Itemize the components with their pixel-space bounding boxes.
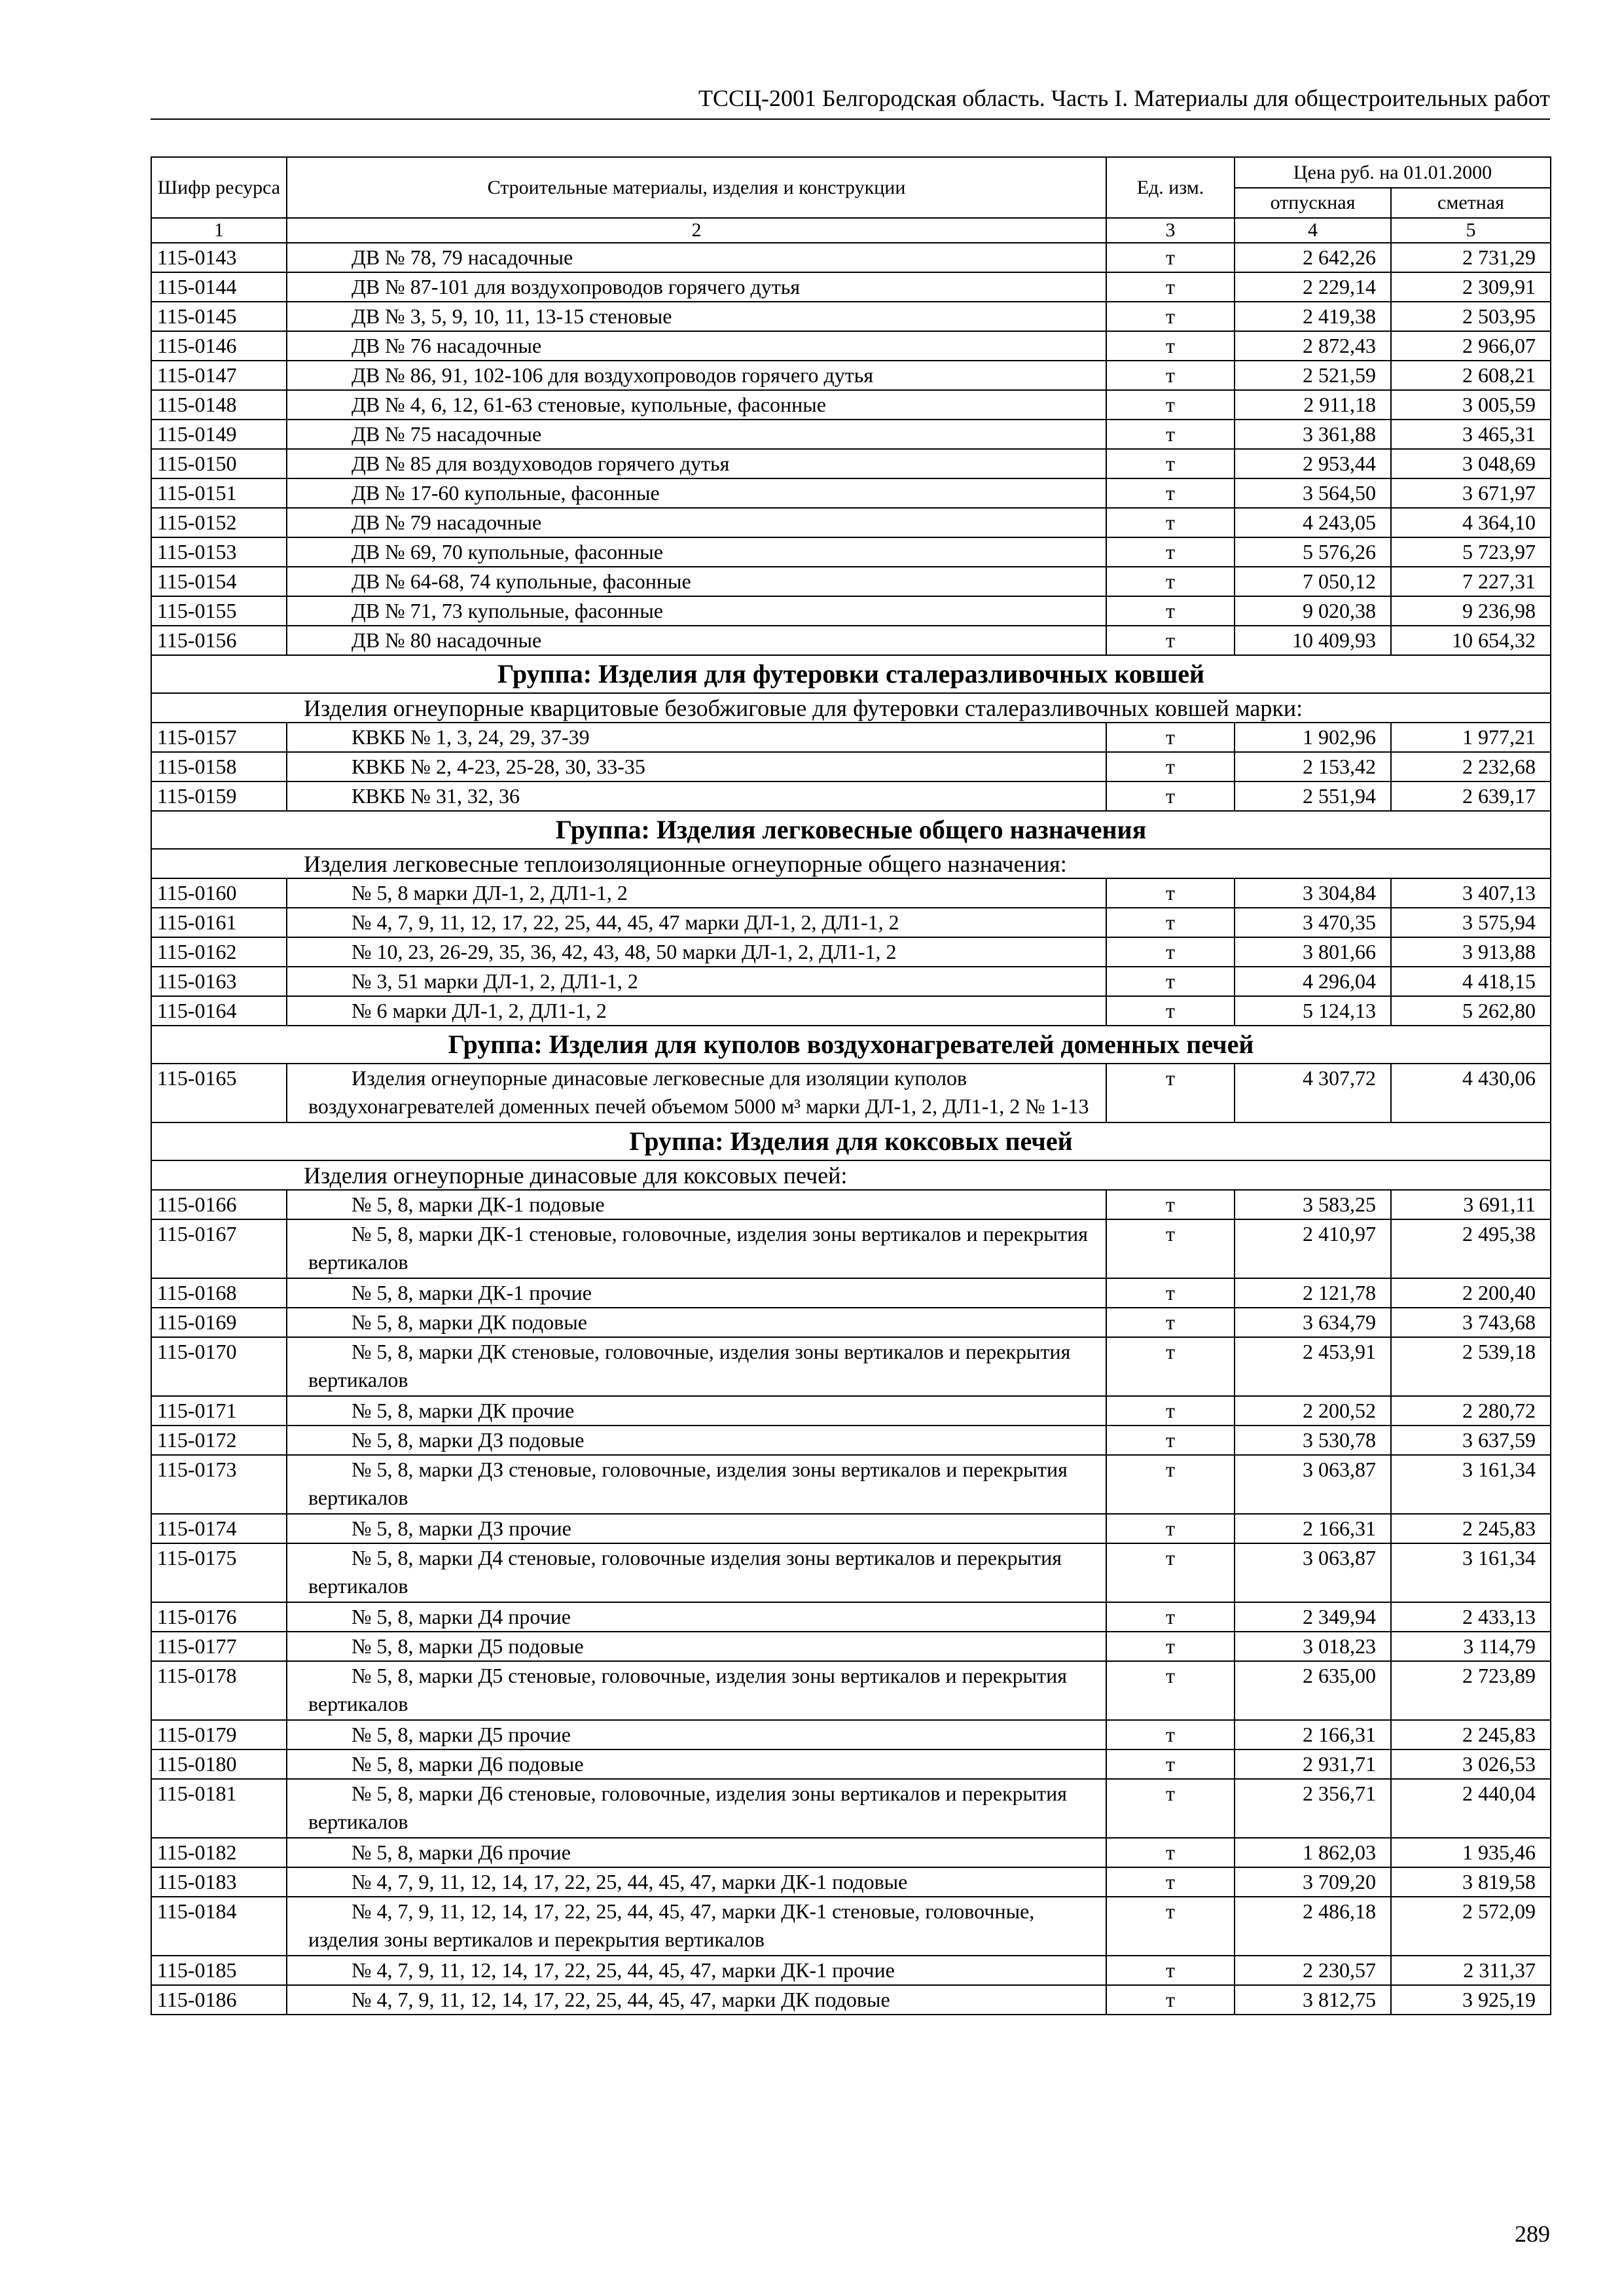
estimate-price: 4 364,10 — [1391, 508, 1551, 537]
unit: т — [1106, 1190, 1235, 1219]
material-name: № 3, 51 марки ДЛ-1, 2, ДЛ1-1, 2 — [287, 967, 1106, 996]
material-name: ДВ № 71, 73 купольные, фасонные — [287, 596, 1106, 626]
subgroup-heading: Изделия огнеупорные кварцитовые безобжиговые для футеровки сталеразливочных ковшей марки: — [151, 693, 1551, 723]
estimate-price: 4 430,06 — [1391, 1064, 1551, 1122]
unit: т — [1106, 537, 1235, 567]
resource-code: 115-0170 — [151, 1337, 287, 1396]
table-row — [151, 878, 1551, 908]
release-price: 2 419,38 — [1235, 302, 1391, 331]
unit: т — [1106, 478, 1235, 508]
resource-code: 115-0176 — [151, 1602, 287, 1632]
release-price: 4 296,04 — [1235, 967, 1391, 996]
table-row — [151, 626, 1551, 655]
unit: т — [1106, 243, 1235, 272]
release-price: 3 304,84 — [1235, 878, 1391, 908]
table-row — [151, 937, 1551, 967]
material-name: № 5, 8, марки ДК-1 стеновые, головочные, изделия зоны вертикалов и перекрытия вертикалов — [287, 1219, 1106, 1278]
resource-code: 115-0174 — [151, 1514, 287, 1543]
release-price: 3 801,66 — [1235, 937, 1391, 967]
material-name: ДВ № 87-101 для воздухопроводов горячего дутья — [287, 272, 1106, 302]
head-num-2: 2 — [287, 218, 1106, 243]
head-num-5: 5 — [1391, 218, 1551, 243]
resource-code: 115-0156 — [151, 626, 287, 655]
unit: т — [1106, 331, 1235, 361]
unit: т — [1106, 996, 1235, 1026]
head-num-4: 4 — [1235, 218, 1391, 243]
table-row — [151, 752, 1551, 781]
table-row — [151, 420, 1551, 449]
resource-code: 115-0143 — [151, 243, 287, 272]
table-row — [151, 1543, 1551, 1602]
estimate-price: 10 654,32 — [1391, 626, 1551, 655]
table-row — [151, 361, 1551, 390]
table-row — [151, 1632, 1551, 1661]
estimate-price: 2 245,83 — [1391, 1514, 1551, 1543]
material-name: ДВ № 85 для воздуховодов горячего дутья — [287, 449, 1106, 478]
release-price: 2 911,18 — [1235, 390, 1391, 420]
estimate-price: 2 539,18 — [1391, 1337, 1551, 1396]
material-name: ДВ № 76 насадочные — [287, 331, 1106, 361]
unit: т — [1106, 1720, 1235, 1749]
group-heading-row — [151, 1122, 1551, 1160]
resource-code: 115-0162 — [151, 937, 287, 967]
unit: т — [1106, 1838, 1235, 1867]
table-row — [151, 1661, 1551, 1720]
resource-code: 115-0157 — [151, 723, 287, 752]
unit: т — [1106, 1426, 1235, 1455]
release-price: 3 634,79 — [1235, 1308, 1391, 1337]
unit: т — [1106, 1308, 1235, 1337]
page-header: ТССЦ-2001 Белгородская область. Часть I. Материалы для общестроительных работ — [698, 85, 1550, 111]
estimate-price: 3 913,88 — [1391, 937, 1551, 967]
material-name: Изделия огнеупорные динасовые легковесные для изоляции куполов воздухонагревателей доменных печей объемом 5000 м³ марки ДЛ-1, 2, ДЛ1-1, 2 № 1-13 — [287, 1064, 1106, 1122]
unit: т — [1106, 508, 1235, 537]
table-row — [151, 996, 1551, 1026]
material-name: ДВ № 79 насадочные — [287, 508, 1106, 537]
resource-code: 115-0159 — [151, 781, 287, 811]
table-row — [151, 390, 1551, 420]
material-name: ДВ № 64-68, 74 купольные, фасонные — [287, 567, 1106, 596]
estimate-price: 1 935,46 — [1391, 1838, 1551, 1867]
estimate-price: 2 232,68 — [1391, 752, 1551, 781]
head-price-group: Цена руб. на 01.01.2000 — [1235, 157, 1551, 188]
resource-code: 115-0183 — [151, 1867, 287, 1897]
subgroup-heading-row — [151, 849, 1551, 878]
unit: т — [1106, 1632, 1235, 1661]
unit: т — [1106, 1661, 1235, 1720]
material-name: № 5, 8, марки Д4 стеновые, головочные изделия зоны вертикалов и перекрытия вертикалов — [287, 1543, 1106, 1602]
head-num-1: 1 — [151, 218, 287, 243]
release-price: 10 409,93 — [1235, 626, 1391, 655]
material-name: ДВ № 86, 91, 102-106 для воздухопроводов горячего дутья — [287, 361, 1106, 390]
unit: т — [1106, 420, 1235, 449]
resource-code: 115-0144 — [151, 272, 287, 302]
release-price: 3 470,35 — [1235, 908, 1391, 937]
estimate-price: 3 575,94 — [1391, 908, 1551, 937]
release-price: 2 166,31 — [1235, 1720, 1391, 1749]
unit: т — [1106, 1219, 1235, 1278]
estimate-price: 3 026,53 — [1391, 1749, 1551, 1779]
material-name: ДВ № 17-60 купольные, фасонные — [287, 478, 1106, 508]
table-row — [151, 908, 1551, 937]
table-row — [151, 1514, 1551, 1543]
estimate-price: 2 433,13 — [1391, 1602, 1551, 1632]
estimate-price: 2 245,83 — [1391, 1720, 1551, 1749]
material-name: ДВ № 78, 79 насадочные — [287, 243, 1106, 272]
release-price: 2 200,52 — [1235, 1396, 1391, 1426]
release-price: 1 902,96 — [1235, 723, 1391, 752]
table-row — [151, 1337, 1551, 1396]
estimate-price: 3 161,34 — [1391, 1455, 1551, 1514]
table-row — [151, 1308, 1551, 1337]
material-name: № 5, 8, марки ДК прочие — [287, 1396, 1106, 1426]
table-row — [151, 1720, 1551, 1749]
release-price: 3 709,20 — [1235, 1867, 1391, 1897]
head-num-3: 3 — [1106, 218, 1235, 243]
estimate-price: 3 161,34 — [1391, 1543, 1551, 1602]
estimate-price: 2 280,72 — [1391, 1396, 1551, 1426]
material-name: ДВ № 80 насадочные — [287, 626, 1106, 655]
group-heading-row — [151, 1026, 1551, 1064]
unit: т — [1106, 1985, 1235, 2015]
unit: т — [1106, 449, 1235, 478]
resource-code: 115-0163 — [151, 967, 287, 996]
release-price: 2 410,97 — [1235, 1219, 1391, 1278]
release-price: 2 229,14 — [1235, 272, 1391, 302]
unit: т — [1106, 1779, 1235, 1838]
material-name: № 4, 7, 9, 11, 12, 14, 17, 22, 25, 44, 45, 47, марки ДК-1 прочие — [287, 1956, 1106, 1985]
resource-code: 115-0166 — [151, 1190, 287, 1219]
unit: т — [1106, 1897, 1235, 1956]
resource-code: 115-0180 — [151, 1749, 287, 1779]
subgroup-heading-row — [151, 1160, 1551, 1190]
head-release: отпускная — [1235, 188, 1391, 218]
material-name: КВКБ № 1, 3, 24, 29, 37-39 — [287, 723, 1106, 752]
material-name: № 5, 8, марки Д5 прочие — [287, 1720, 1106, 1749]
unit: т — [1106, 390, 1235, 420]
resource-code: 115-0182 — [151, 1838, 287, 1867]
unit: т — [1106, 1278, 1235, 1308]
material-name: № 10, 23, 26-29, 35, 36, 42, 43, 48, 50 марки ДЛ-1, 2, ДЛ1-1, 2 — [287, 937, 1106, 967]
resource-code: 115-0173 — [151, 1455, 287, 1514]
table-row — [151, 537, 1551, 567]
group-heading-row — [151, 811, 1551, 849]
estimate-price: 1 977,21 — [1391, 723, 1551, 752]
material-name: № 5, 8, марки Д4 прочие — [287, 1602, 1106, 1632]
resource-code: 115-0149 — [151, 420, 287, 449]
table-row — [151, 723, 1551, 752]
resource-code: 115-0185 — [151, 1956, 287, 1985]
table-row — [151, 243, 1551, 272]
unit: т — [1106, 878, 1235, 908]
material-name: ДВ № 69, 70 купольные, фасонные — [287, 537, 1106, 567]
unit: т — [1106, 1337, 1235, 1396]
table-row — [151, 1426, 1551, 1455]
subgroup-heading: Изделия легковесные теплоизоляционные огнеупорные общего назначения: — [151, 849, 1551, 878]
estimate-price: 7 227,31 — [1391, 567, 1551, 596]
estimate-price: 2 572,09 — [1391, 1897, 1551, 1956]
subgroup-heading: Изделия огнеупорные динасовые для коксовых печей: — [151, 1160, 1551, 1190]
material-name: № 4, 7, 9, 11, 12, 14, 17, 22, 25, 44, 45, 47, марки ДК подовые — [287, 1985, 1106, 2015]
head-unit: Ед. изм. — [1106, 157, 1235, 218]
material-name: № 5, 8, марки ДЗ стеновые, головочные, изделия зоны вертикалов и перекрытия вертикалов — [287, 1455, 1106, 1514]
material-name: № 4, 7, 9, 11, 12, 14, 17, 22, 25, 44, 45, 47, марки ДК-1 подовые — [287, 1867, 1106, 1897]
resource-code: 115-0177 — [151, 1632, 287, 1661]
estimate-price: 5 262,80 — [1391, 996, 1551, 1026]
release-price: 3 812,75 — [1235, 1985, 1391, 2015]
unit: т — [1106, 1602, 1235, 1632]
material-name: № 5, 8, марки ДК стеновые, головочные, изделия зоны вертикалов и перекрытия вертикалов — [287, 1337, 1106, 1396]
unit: т — [1106, 781, 1235, 811]
estimate-price: 2 495,38 — [1391, 1219, 1551, 1278]
release-price: 2 349,94 — [1235, 1602, 1391, 1632]
resource-code: 115-0160 — [151, 878, 287, 908]
release-price: 2 453,91 — [1235, 1337, 1391, 1396]
page-number: 289 — [1515, 2221, 1550, 2247]
table-row — [151, 1779, 1551, 1838]
material-name: № 5, 8, марки ДЗ подовые — [287, 1426, 1106, 1455]
release-price: 3 564,50 — [1235, 478, 1391, 508]
estimate-price: 3 005,59 — [1391, 390, 1551, 420]
header-rule — [151, 118, 1550, 120]
resource-code: 115-0171 — [151, 1396, 287, 1426]
material-name: № 5, 8, марки ДК подовые — [287, 1308, 1106, 1337]
estimate-price: 3 465,31 — [1391, 420, 1551, 449]
release-price: 2 931,71 — [1235, 1749, 1391, 1779]
unit: т — [1106, 1543, 1235, 1602]
material-name: ДВ № 4, 6, 12, 61-63 стеновые, купольные, фасонные — [287, 390, 1106, 420]
unit: т — [1106, 1956, 1235, 1985]
material-name: № 5, 8 марки ДЛ-1, 2, ДЛ1-1, 2 — [287, 878, 1106, 908]
unit: т — [1106, 1514, 1235, 1543]
estimate-price: 9 236,98 — [1391, 596, 1551, 626]
group-heading: Группа: Изделия для коксовых печей — [151, 1122, 1551, 1160]
resource-code: 115-0154 — [151, 567, 287, 596]
material-name: № 5, 8, марки ДК-1 прочие — [287, 1278, 1106, 1308]
table-row — [151, 1838, 1551, 1867]
table-row — [151, 478, 1551, 508]
unit: т — [1106, 302, 1235, 331]
table-row — [151, 508, 1551, 537]
estimate-price: 3 637,59 — [1391, 1426, 1551, 1455]
release-price: 2 121,78 — [1235, 1278, 1391, 1308]
unit: т — [1106, 723, 1235, 752]
unit: т — [1106, 937, 1235, 967]
release-price: 2 953,44 — [1235, 449, 1391, 478]
unit: т — [1106, 361, 1235, 390]
release-price: 4 243,05 — [1235, 508, 1391, 537]
group-heading: Группа: Изделия для футеровки сталеразливочных ковшей — [151, 655, 1551, 693]
table-row — [151, 1455, 1551, 1514]
estimate-price: 3 407,13 — [1391, 878, 1551, 908]
table-row — [151, 331, 1551, 361]
resource-code: 115-0165 — [151, 1064, 287, 1122]
resource-code: 115-0172 — [151, 1426, 287, 1455]
resource-code: 115-0148 — [151, 390, 287, 420]
material-name: № 5, 8, марки Д6 прочие — [287, 1838, 1106, 1867]
table-row — [151, 967, 1551, 996]
table-row — [151, 1219, 1551, 1278]
estimate-price: 3 671,97 — [1391, 478, 1551, 508]
resource-code: 115-0146 — [151, 331, 287, 361]
resource-code: 115-0169 — [151, 1308, 287, 1337]
material-name: № 5, 8, марки Д6 подовые — [287, 1749, 1106, 1779]
resource-code: 115-0179 — [151, 1720, 287, 1749]
unit: т — [1106, 967, 1235, 996]
unit: т — [1106, 752, 1235, 781]
resource-code: 115-0175 — [151, 1543, 287, 1602]
release-price: 2 166,31 — [1235, 1514, 1391, 1543]
release-price: 5 576,26 — [1235, 537, 1391, 567]
resource-code: 115-0186 — [151, 1985, 287, 2015]
table-row — [151, 1278, 1551, 1308]
release-price: 7 050,12 — [1235, 567, 1391, 596]
material-name: КВКБ № 31, 32, 36 — [287, 781, 1106, 811]
unit: т — [1106, 908, 1235, 937]
estimate-price: 2 309,91 — [1391, 272, 1551, 302]
subgroup-heading-row — [151, 693, 1551, 723]
release-price: 3 018,23 — [1235, 1632, 1391, 1661]
resource-code: 115-0145 — [151, 302, 287, 331]
release-price: 3 063,87 — [1235, 1455, 1391, 1514]
estimate-price: 2 639,17 — [1391, 781, 1551, 811]
estimate-price: 2 723,89 — [1391, 1661, 1551, 1720]
release-price: 2 642,26 — [1235, 243, 1391, 272]
estimate-price: 3 114,79 — [1391, 1632, 1551, 1661]
estimate-price: 3 691,11 — [1391, 1190, 1551, 1219]
release-price: 9 020,38 — [1235, 596, 1391, 626]
table-body — [151, 243, 1551, 2015]
table-row — [151, 272, 1551, 302]
table-row — [151, 781, 1551, 811]
release-price: 3 361,88 — [1235, 420, 1391, 449]
resource-code: 115-0164 — [151, 996, 287, 1026]
table-row — [151, 1897, 1551, 1956]
release-price: 2 521,59 — [1235, 361, 1391, 390]
unit: т — [1106, 567, 1235, 596]
table-row — [151, 449, 1551, 478]
estimate-price: 2 440,04 — [1391, 1779, 1551, 1838]
table-row — [151, 567, 1551, 596]
material-name: № 6 марки ДЛ-1, 2, ДЛ1-1, 2 — [287, 996, 1106, 1026]
group-heading-row — [151, 655, 1551, 693]
material-name: № 4, 7, 9, 11, 12, 14, 17, 22, 25, 44, 45, 47, марки ДК-1 стеновые, головочные, изделия зоны вертикалов и перекрытия вертикалов — [287, 1897, 1106, 1956]
release-price: 4 307,72 — [1235, 1064, 1391, 1122]
head-name: Строительные материалы, изделия и конструкции — [287, 157, 1106, 218]
table-row — [151, 1190, 1551, 1219]
table-head — [151, 157, 1551, 243]
table-row — [151, 596, 1551, 626]
group-heading: Группа: Изделия легковесные общего назначения — [151, 811, 1551, 849]
release-price: 2 230,57 — [1235, 1956, 1391, 1985]
resource-code: 115-0167 — [151, 1219, 287, 1278]
estimate-price: 2 311,37 — [1391, 1956, 1551, 1985]
table-row — [151, 1064, 1551, 1122]
table-row — [151, 1396, 1551, 1426]
resource-code: 115-0181 — [151, 1779, 287, 1838]
estimate-price: 4 418,15 — [1391, 967, 1551, 996]
unit: т — [1106, 626, 1235, 655]
resource-code: 115-0155 — [151, 596, 287, 626]
release-price: 1 862,03 — [1235, 1838, 1391, 1867]
unit: т — [1106, 1749, 1235, 1779]
estimate-price: 2 966,07 — [1391, 331, 1551, 361]
release-price: 2 635,00 — [1235, 1661, 1391, 1720]
resource-code: 115-0168 — [151, 1278, 287, 1308]
group-heading: Группа: Изделия для куполов воздухонагревателей доменных печей — [151, 1026, 1551, 1064]
table-row — [151, 1985, 1551, 2015]
resource-code: 115-0178 — [151, 1661, 287, 1720]
material-name: № 5, 8, марки Д5 подовые — [287, 1632, 1106, 1661]
unit: т — [1106, 1455, 1235, 1514]
resource-code: 115-0151 — [151, 478, 287, 508]
resource-code: 115-0152 — [151, 508, 287, 537]
material-name: ДВ № 3, 5, 9, 10, 11, 13-15 стеновые — [287, 302, 1106, 331]
unit: т — [1106, 272, 1235, 302]
resource-code: 115-0153 — [151, 537, 287, 567]
release-price: 2 486,18 — [1235, 1897, 1391, 1956]
release-price: 2 153,42 — [1235, 752, 1391, 781]
material-name: № 4, 7, 9, 11, 12, 17, 22, 25, 44, 45, 47 марки ДЛ-1, 2, ДЛ1-1, 2 — [287, 908, 1106, 937]
head-estimate: сметная — [1391, 188, 1551, 218]
unit: т — [1106, 596, 1235, 626]
estimate-price: 3 743,68 — [1391, 1308, 1551, 1337]
material-name: ДВ № 75 насадочные — [287, 420, 1106, 449]
estimate-price: 3 048,69 — [1391, 449, 1551, 478]
material-name: № 5, 8, марки ДЗ прочие — [287, 1514, 1106, 1543]
estimate-price: 2 608,21 — [1391, 361, 1551, 390]
material-name: № 5, 8, марки Д5 стеновые, головочные, изделия зоны вертикалов и перекрытия вертикалов — [287, 1661, 1106, 1720]
release-price: 3 530,78 — [1235, 1426, 1391, 1455]
table-row — [151, 302, 1551, 331]
price-table — [151, 156, 1551, 2015]
table-row — [151, 1956, 1551, 1985]
table-row — [151, 1867, 1551, 1897]
table-row — [151, 1749, 1551, 1779]
resource-code: 115-0158 — [151, 752, 287, 781]
unit: т — [1106, 1396, 1235, 1426]
estimate-price: 2 731,29 — [1391, 243, 1551, 272]
material-name: № 5, 8, марки ДК-1 подовые — [287, 1190, 1106, 1219]
material-name: КВКБ № 2, 4-23, 25-28, 30, 33-35 — [287, 752, 1106, 781]
table-row — [151, 1602, 1551, 1632]
release-price: 2 551,94 — [1235, 781, 1391, 811]
head-code: Шифр ресурса — [151, 157, 287, 218]
material-name: № 5, 8, марки Д6 стеновые, головочные, изделия зоны вертикалов и перекрытия вертикалов — [287, 1779, 1106, 1838]
estimate-price: 3 925,19 — [1391, 1985, 1551, 2015]
estimate-price: 2 200,40 — [1391, 1278, 1551, 1308]
resource-code: 115-0161 — [151, 908, 287, 937]
estimate-price: 3 819,58 — [1391, 1867, 1551, 1897]
resource-code: 115-0150 — [151, 449, 287, 478]
release-price: 2 356,71 — [1235, 1779, 1391, 1838]
release-price: 2 872,43 — [1235, 331, 1391, 361]
resource-code: 115-0147 — [151, 361, 287, 390]
unit: т — [1106, 1867, 1235, 1897]
release-price: 3 063,87 — [1235, 1543, 1391, 1602]
resource-code: 115-0184 — [151, 1897, 287, 1956]
release-price: 3 583,25 — [1235, 1190, 1391, 1219]
estimate-price: 5 723,97 — [1391, 537, 1551, 567]
release-price: 5 124,13 — [1235, 996, 1391, 1026]
unit: т — [1106, 1064, 1235, 1122]
estimate-price: 2 503,95 — [1391, 302, 1551, 331]
